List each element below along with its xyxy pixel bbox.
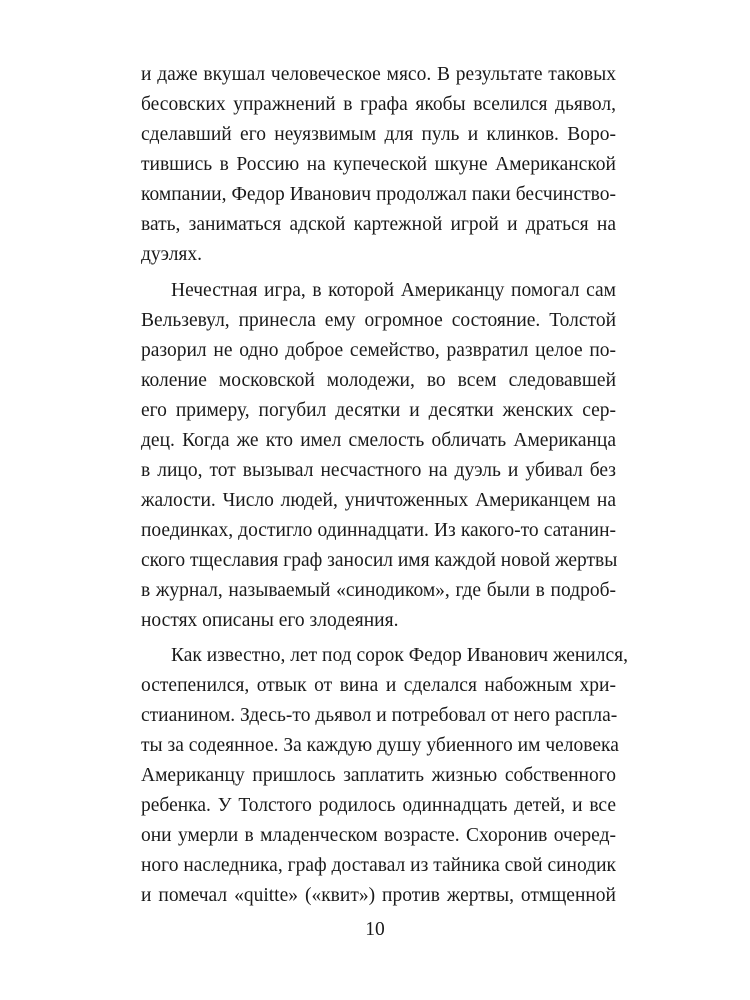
text-line: Как известно, лет под сорок Федор Иванович женился, xyxy=(171,645,628,666)
text-line: разорил не одно доброе семейство, развратил целое по- xyxy=(141,339,616,361)
text-line: и помечал «quitte» («квит») против жертвы, отмщенной xyxy=(141,885,616,906)
text-line: ского тщеславия граф заносил имя каждой новой жертвы xyxy=(141,549,618,571)
text-line: Американцу пришлось заплатить жизнью собственного xyxy=(141,765,616,786)
text-line: жалости. Число людей, уничтоженных Американцем на xyxy=(141,489,616,511)
text-line: дец. Когда же кто имел смелость обличать Американца xyxy=(141,429,616,451)
text-line: ного наследника, граф доставал из тайника свой синодик xyxy=(141,855,616,876)
text-line: бесовских упражнений в графа якобы вселился дьявол, xyxy=(141,94,616,115)
text-line: компании, Федор Иванович продолжал паки бесчинство- xyxy=(141,184,616,205)
body-text xyxy=(141,60,628,911)
text-line: в журнал, называемый «синодиком», где были в подроб- xyxy=(141,579,616,601)
text-line: остепенился, отвык от вина и сделался набожным хри- xyxy=(141,675,616,696)
text-line: Нечестная игра, в которой Американцу помогал сам xyxy=(171,279,616,301)
text-line: его примеру, погубил десятки и десятки женских сер- xyxy=(141,399,616,421)
paragraph-3 xyxy=(141,641,628,911)
text-line: поединках, достигло одиннадцати. Из какого-то сатанин- xyxy=(141,519,616,541)
text-line: тившись в Россию на купеческой шкуне Американской xyxy=(141,154,616,175)
paragraph-1 xyxy=(141,60,616,270)
text-line: Вельзевул, принесла ему огромное состояние. Толстой xyxy=(141,309,616,331)
text-line: коление московской молодежи, во всем следовавшей xyxy=(141,369,616,391)
text-line: ты за содеянное. За каждую душу убиенного им человека xyxy=(141,735,619,756)
text-line: ностях описаны его злодеяния. xyxy=(141,609,399,631)
paragraph-2 xyxy=(141,276,616,636)
text-line: в лицо, тот вызывал несчастного на дуэль и убивал без xyxy=(141,459,616,481)
text-line: и даже вкушал человеческое мясо. В результате таковых xyxy=(141,64,616,85)
text-line: дуэлях. xyxy=(141,244,203,265)
text-line: сделавший его неуязвимым для пуль и клинков. Воро- xyxy=(141,124,616,145)
page-number: 10 xyxy=(365,919,385,940)
text-line: они умерли в младенческом возрасте. Схоронив очеред- xyxy=(141,825,616,846)
text-line: ребенка. У Толстого родилось одиннадцать детей, и все xyxy=(141,795,616,816)
text-line: стианином. Здесь-то дьявол и потребовал от него распла- xyxy=(141,705,618,726)
text-line: вать, заниматься адской картежной игрой и драться на xyxy=(141,214,616,235)
